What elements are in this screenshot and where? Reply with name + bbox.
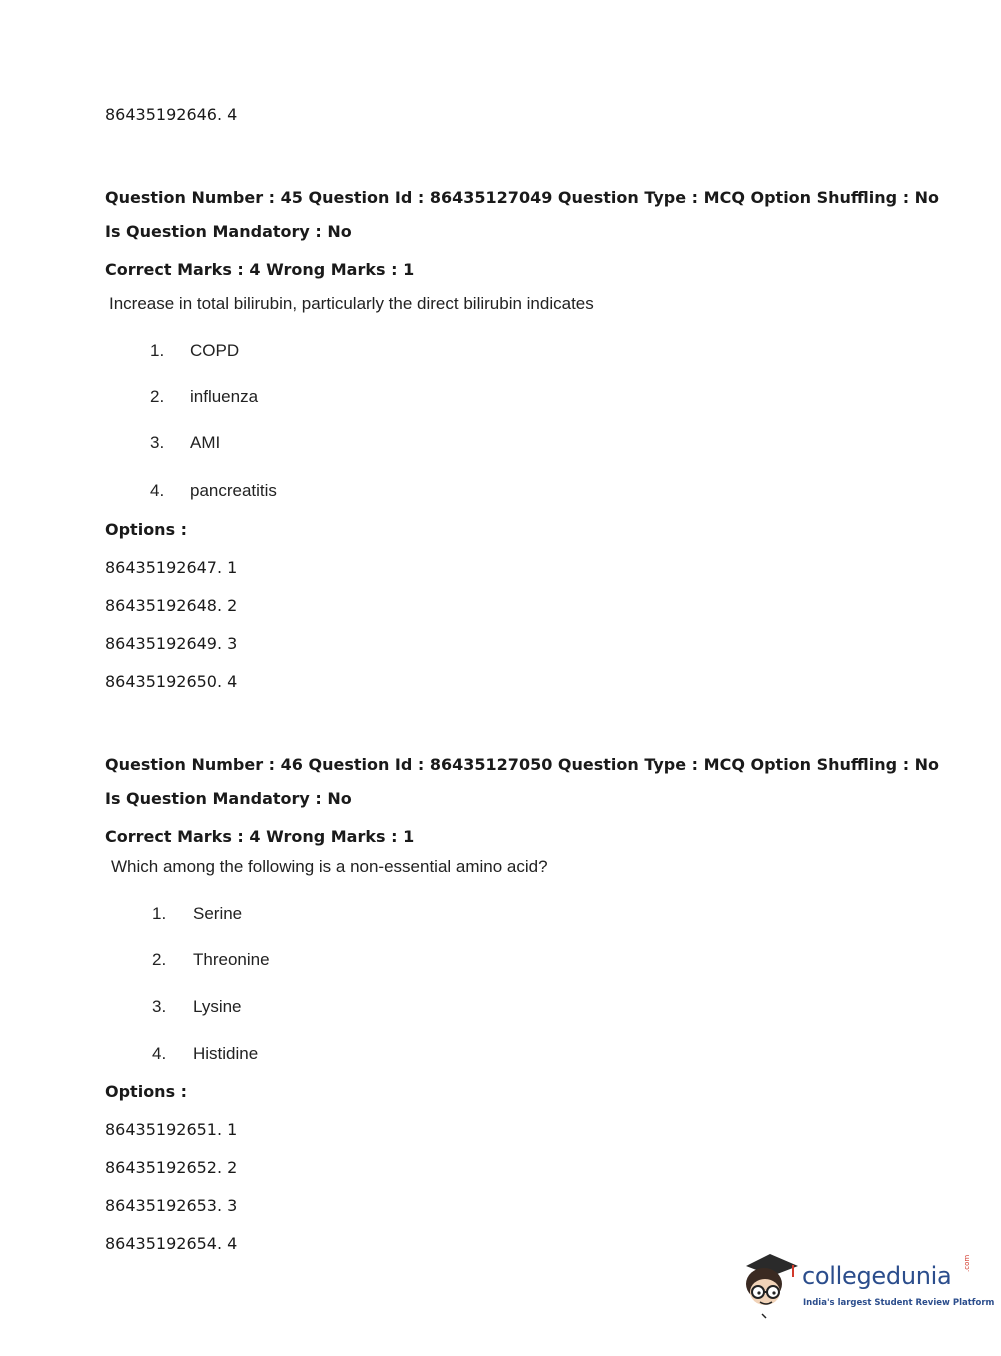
question-mandatory: Is Question Mandatory : No [105,789,352,808]
question-header: Question Number : 45 Question Id : 86435127049 Question Type : MCQ Option Shuffling : No [105,188,940,207]
option-id-line: 86435192650. 4 [105,672,238,691]
choice-label: COPD [190,341,240,360]
option-id-line: 86435192649. 3 [105,634,238,653]
choice-label: Serine [193,904,243,923]
question-marks: Correct Marks : 4 Wrong Marks : 1 [105,827,415,846]
choice-number: 4. [150,481,165,500]
option-id-line: 86435192646. 4 [105,105,238,124]
choice-label: pancreatitis [190,481,277,500]
option-id-line: 86435192651. 1 [105,1120,238,1139]
choice-number: 2. [152,950,167,969]
choice-label: AMI [190,433,221,452]
question-header: Question Number : 46 Question Id : 86435127050 Question Type : MCQ Option Shuffling : No [105,755,940,774]
choice-label: Threonine [193,950,270,969]
option-id-line: 86435192653. 3 [105,1196,238,1215]
option-id-line: 86435192648. 2 [105,596,238,615]
choice-number: 1. [150,341,165,360]
logo-name: collegedunia [802,1262,952,1290]
choice-number: 1. [152,904,167,923]
question-text: Which among the following is a non-essential amino acid? [111,857,548,876]
choice-label: influenza [190,387,259,406]
option-id-line: 86435192654. 4 [105,1234,238,1253]
question-mandatory: Is Question Mandatory : No [105,222,352,241]
choice-label: Lysine [193,997,242,1016]
choice-label: Histidine [193,1044,259,1063]
question-marks: Correct Marks : 4 Wrong Marks : 1 [105,260,415,279]
choice-number: 4. [152,1044,167,1063]
question-text: Increase in total bilirubin, particularly the direct bilirubin indicates [109,294,594,313]
choice-number: 3. [152,997,167,1016]
mascot-icon [740,1250,804,1320]
collegedunia-logo [740,1250,995,1320]
options-label: Options : [105,520,188,539]
choice-number: 3. [150,433,165,452]
options-label: Options : [105,1082,188,1101]
logo-tagline: India's largest Student Review Platform [803,1298,995,1308]
option-id-line: 86435192652. 2 [105,1158,238,1177]
option-id-line: 86435192647. 1 [105,558,238,577]
choice-number: 2. [150,387,165,406]
logo-suffix: .com [963,1254,971,1272]
